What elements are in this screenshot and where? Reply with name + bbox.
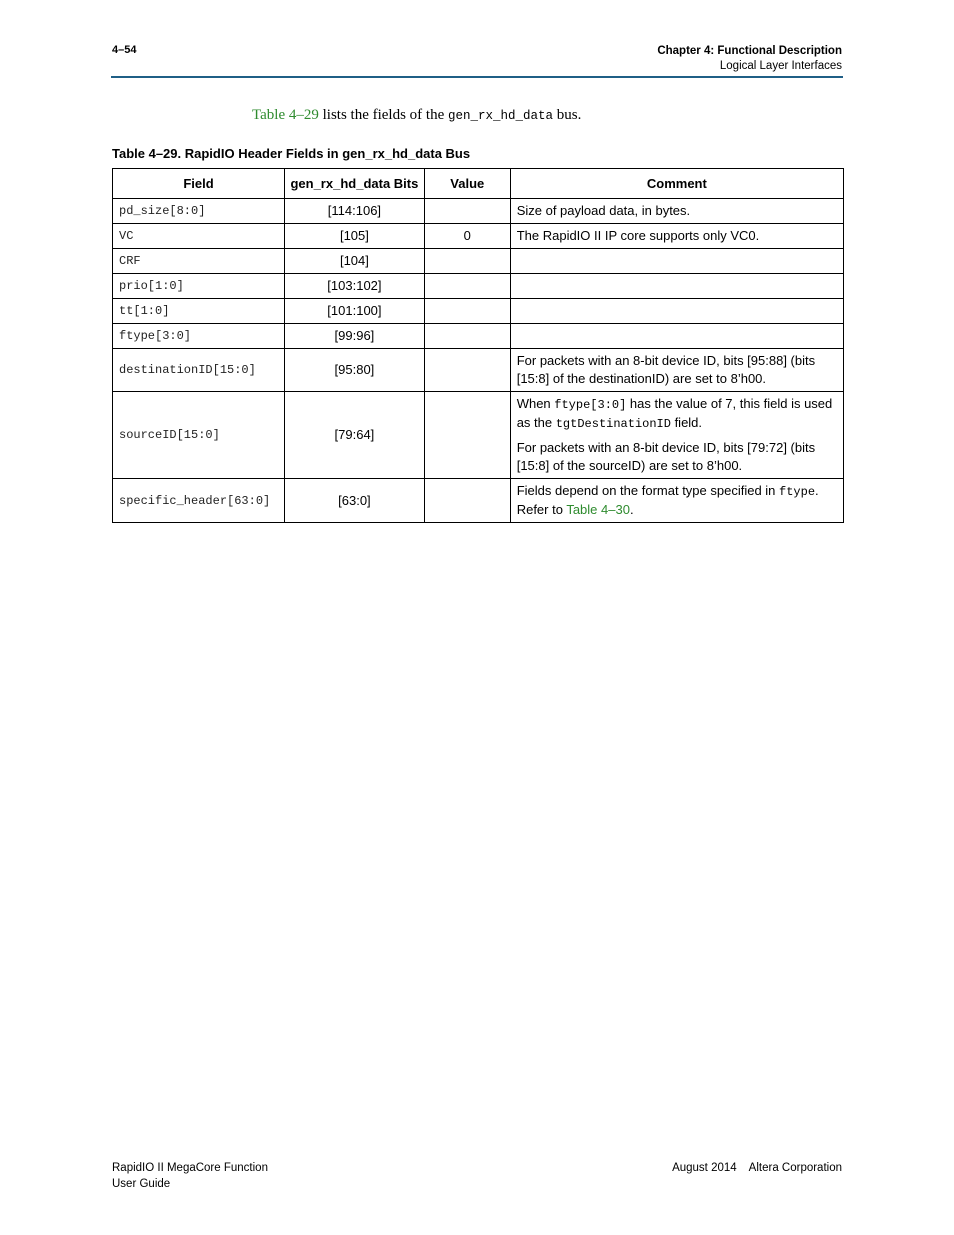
table-header-row	[113, 169, 844, 199]
table-row	[113, 349, 844, 392]
value-cell	[424, 299, 510, 324]
intro-code: gen_rx_hd_data	[448, 109, 554, 123]
column-header-value: Value	[424, 169, 510, 199]
comment-cell	[510, 299, 843, 324]
table-row	[113, 324, 844, 349]
value-cell	[424, 392, 510, 479]
table-row	[113, 249, 844, 274]
comment-text: .	[629, 502, 634, 517]
field-cell: ftype[3:0]	[113, 324, 285, 349]
page-number: 4–54	[112, 44, 137, 56]
value-cell	[424, 479, 510, 523]
value-cell	[424, 349, 510, 392]
comment-text: field.	[670, 415, 703, 430]
bits-cell: [104]	[284, 249, 424, 274]
comment-cell	[510, 249, 843, 274]
footer-right	[672, 1160, 842, 1176]
section-title: Logical Layer Interfaces	[719, 60, 842, 72]
intro-text: lists the fields of the	[318, 107, 449, 123]
table-link[interactable]: Table 4–30	[566, 502, 630, 517]
field-cell: specific_header[63:0]	[113, 479, 285, 523]
comment-cell: For packets with an 8-bit device ID, bits [95:88] (bits [15:8] of the destinationID) are set to 8’h00.	[510, 349, 843, 392]
bits-cell: [101:100]	[284, 299, 424, 324]
table-row	[113, 392, 844, 479]
header-rule	[111, 76, 843, 78]
comment-cell	[510, 392, 843, 479]
table-row	[113, 479, 844, 523]
footer-product: RapidIO II MegaCore Function	[112, 1162, 268, 1174]
chapter-title: Chapter 4: Functional Description	[657, 45, 842, 57]
comment-paragraph	[517, 395, 837, 433]
column-header-comment: Comment	[510, 169, 843, 199]
value-cell	[424, 199, 510, 224]
bits-cell: [79:64]	[284, 392, 424, 479]
comment-text: has the value of 7, this field is used as the	[516, 396, 833, 430]
comment-text: When	[516, 396, 555, 411]
field-cell: tt[1:0]	[113, 299, 285, 324]
field-cell: CRF	[113, 249, 285, 274]
bits-cell: [103:102]	[284, 274, 424, 299]
table-link[interactable]: Table 4–29	[252, 107, 319, 123]
header-fields-table	[112, 168, 844, 523]
value-cell	[424, 274, 510, 299]
bits-cell: [105]	[284, 224, 424, 249]
comment-code: ftype	[779, 485, 816, 499]
field-cell: sourceID[15:0]	[113, 392, 285, 479]
table-row	[113, 299, 844, 324]
comment-paragraph: For packets with an 8-bit device ID, bits [79:72] (bits [15:8] of the sourceID) are set to 8’h00.	[516, 440, 816, 473]
footer-doc: User Guide	[112, 1178, 171, 1190]
column-header-field: Field	[113, 169, 285, 199]
intro-paragraph	[252, 107, 581, 124]
footer-date: August 2014	[672, 1162, 737, 1174]
field-cell: pd_size[8:0]	[113, 199, 285, 224]
value-cell: 0	[424, 224, 510, 249]
running-header	[657, 44, 842, 74]
field-cell: VC	[113, 224, 285, 249]
bits-cell: [63:0]	[284, 479, 424, 523]
table-row	[113, 199, 844, 224]
table-row	[113, 224, 844, 249]
value-cell	[424, 324, 510, 349]
comment-cell: The RapidIO II IP core supports only VC0.	[510, 224, 843, 249]
comment-text: Fields depend on the format type specified in	[516, 483, 780, 498]
value-cell	[424, 249, 510, 274]
footer-company: Altera Corporation	[748, 1162, 842, 1174]
comment-cell	[510, 274, 843, 299]
comment-text: . Refer to	[516, 483, 819, 517]
comment-code: tgtDestinationID	[555, 417, 671, 431]
field-cell: destinationID[15:0]	[113, 349, 285, 392]
bits-cell: [95:80]	[284, 349, 424, 392]
bits-cell: [99:96]	[284, 324, 424, 349]
comment-code: ftype[3:0]	[554, 398, 627, 412]
table-row	[113, 274, 844, 299]
bits-cell: [114:106]	[284, 199, 424, 224]
table-caption: Table 4–29. RapidIO Header Fields in gen_rx_hd_data Bus	[112, 146, 471, 161]
comment-cell	[510, 479, 843, 523]
comment-cell	[510, 324, 843, 349]
footer-left	[112, 1160, 268, 1192]
field-cell: prio[1:0]	[113, 274, 285, 299]
column-header-bits: gen_rx_hd_data Bits	[284, 169, 424, 199]
comment-cell: Size of payload data, in bytes.	[510, 199, 843, 224]
intro-text-end: bus.	[553, 107, 582, 123]
